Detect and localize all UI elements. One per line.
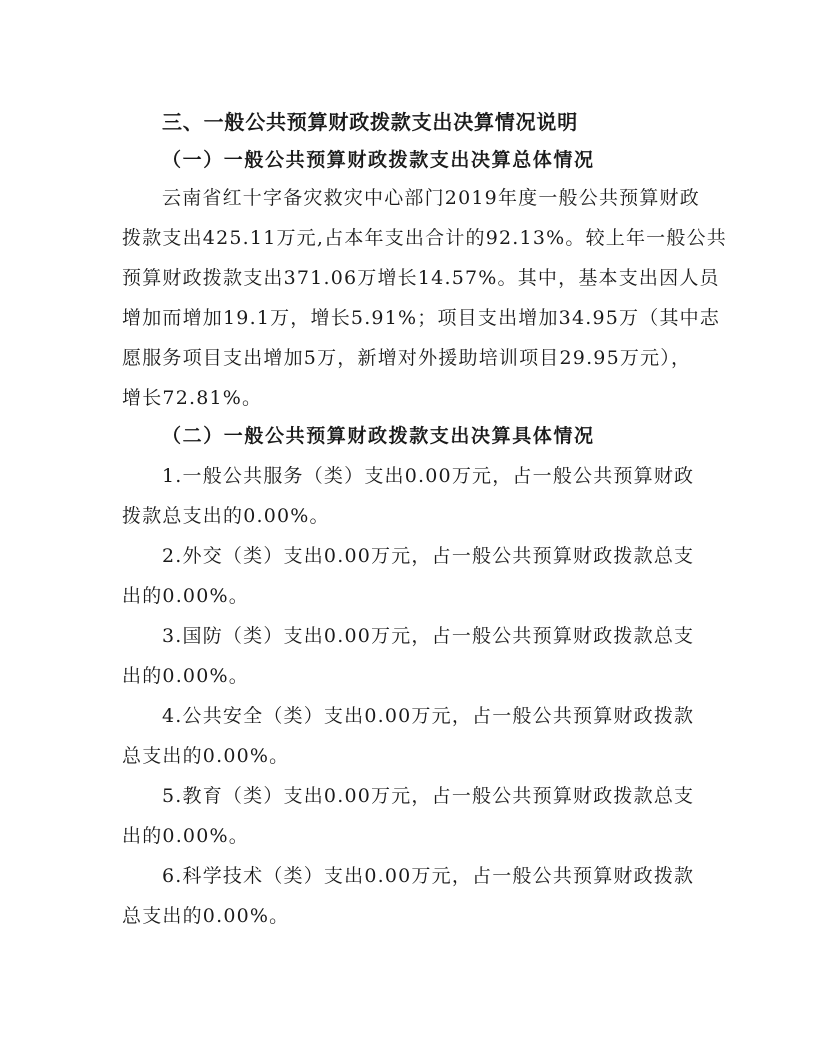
list-item-line: 1.一般公共服务（类）支出0.00万元，占一般公共预算财政 xyxy=(162,465,695,487)
list-item-line: 出的0.00%。 xyxy=(122,825,249,847)
list-item-line: 5.教育（类）支出0.00万元，占一般公共预算财政拨款总支 xyxy=(162,785,695,807)
list-item-line: 出的0.00%。 xyxy=(122,665,249,687)
section-title: 三、一般公共预算财政拨款支出决算情况说明 xyxy=(162,110,578,134)
paragraph-line: 预算财政拨款支出371.06万增长14.57%。其中，基本支出因人员 xyxy=(122,267,720,289)
list-item-line: 出的0.00%。 xyxy=(122,585,249,607)
subsection-1-heading: （一）一般公共预算财政拨款支出决算总体情况 xyxy=(162,149,595,171)
list-item-line: 2.外交（类）支出0.00万元，占一般公共预算财政拨款总支 xyxy=(162,545,695,567)
list-item-line: 3.国防（类）支出0.00万元，占一般公共预算财政拨款总支 xyxy=(162,625,695,647)
paragraph-line: 拨款支出425.11万元,占本年支出合计的92.13%。较上年一般公共 xyxy=(122,227,727,249)
paragraph-line: 愿服务项目支出增加5万，新增对外援助培训项目29.95万元）， xyxy=(122,347,692,369)
list-item-line: 总支出的0.00%。 xyxy=(122,745,290,767)
list-item-line: 总支出的0.00%。 xyxy=(122,905,290,927)
subsection-2-heading: （二）一般公共预算财政拨款支出决算具体情况 xyxy=(162,425,595,447)
paragraph-line: 增加而增加19.1万，增长5.91%；项目支出增加34.95万（其中志 xyxy=(122,307,721,329)
list-item-line: 4.公共安全（类）支出0.00万元，占一般公共预算财政拨款 xyxy=(162,705,695,727)
paragraph-line: 云南省红十字备灾救灾中心部门2019年度一般公共预算财政 xyxy=(162,187,700,209)
list-item-line: 拨款总支出的0.00%。 xyxy=(122,505,330,527)
list-item-line: 6.科学技术（类）支出0.00万元，占一般公共预算财政拨款 xyxy=(162,865,695,887)
paragraph-line: 增长72.81%。 xyxy=(122,387,263,409)
